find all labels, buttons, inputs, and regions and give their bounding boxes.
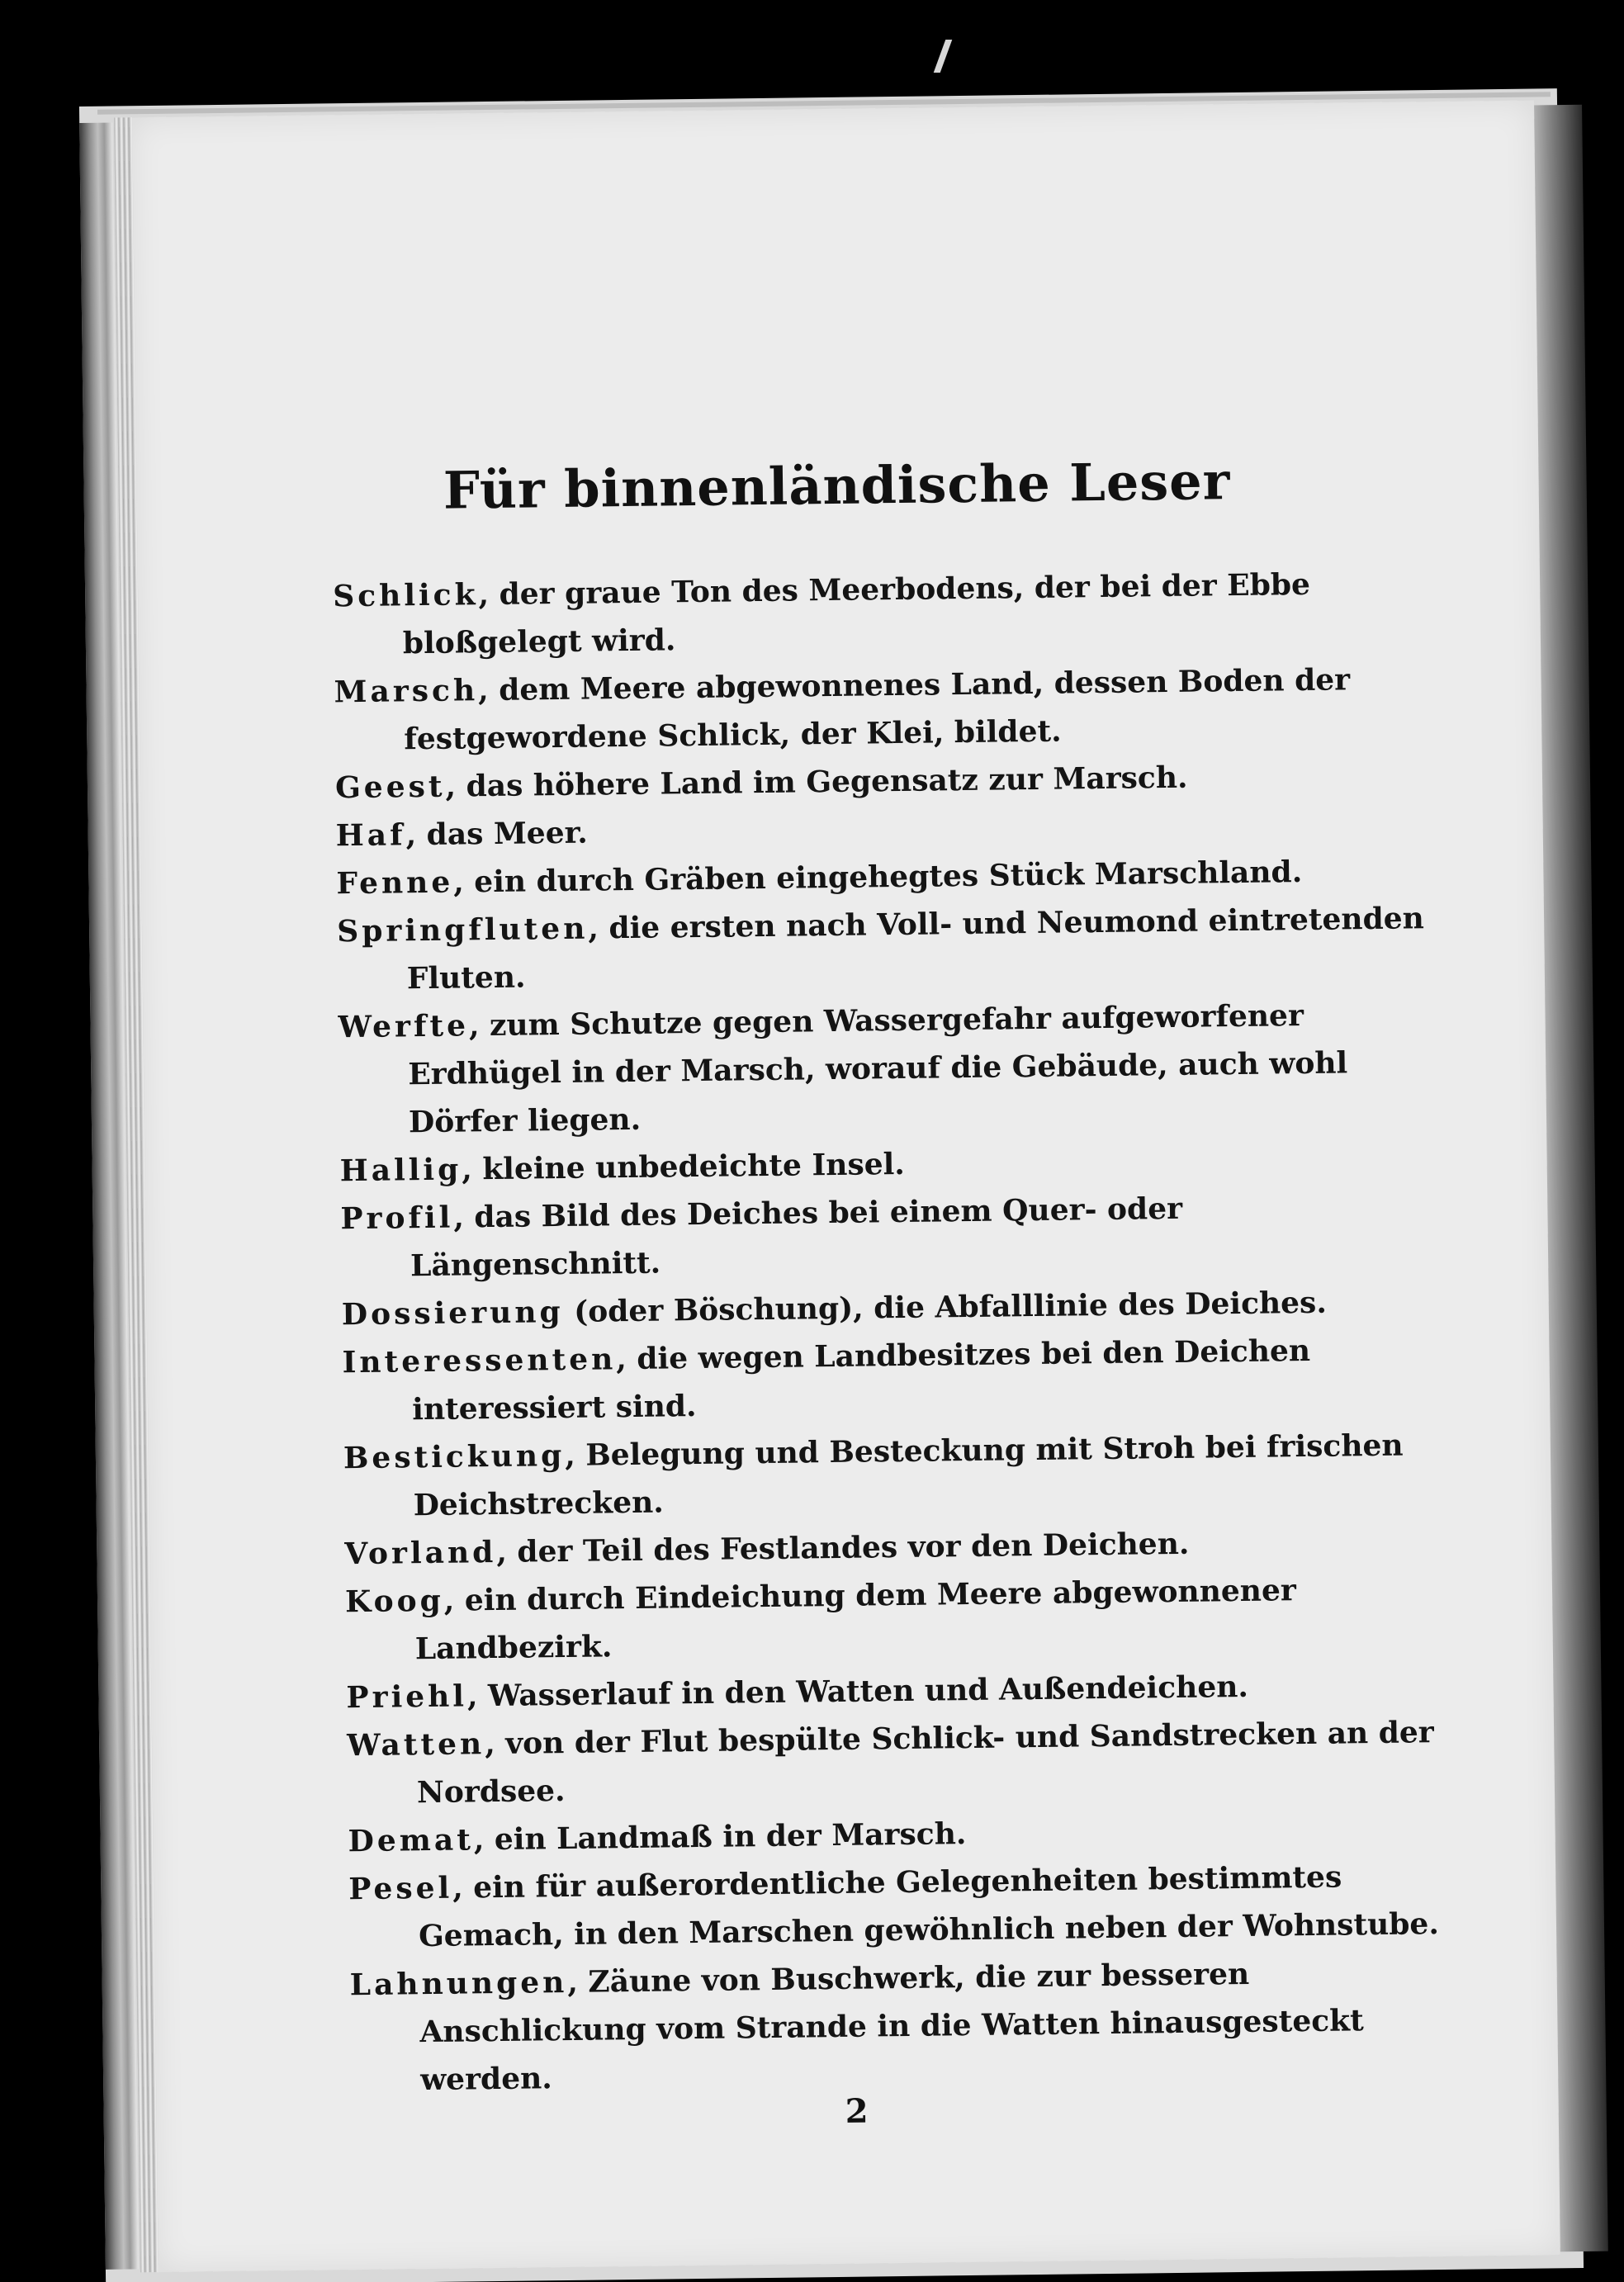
glossary-definition: , von der Flut bespülte Schlick- und Sandstrecken an der Nordsee.	[416, 1715, 1435, 1811]
glossary-term: Priehl	[346, 1678, 468, 1716]
glossary-entry	[347, 1708, 1437, 1817]
glossary-term: Demat	[348, 1822, 475, 1859]
glossary-term: Watten	[346, 1726, 485, 1764]
book-page	[130, 101, 1560, 2273]
scan-artifact-mark	[934, 40, 953, 73]
glossary-definition: , die wegen Landbesitzes bei den Deichen interessiert sind.	[411, 1333, 1311, 1427]
glossary-definition: , dem Meere abgewonnenes Land, dessen Boden der festgewordene Schlick, der Klei, bildet.	[404, 662, 1351, 757]
glossary-entry	[343, 1421, 1434, 1530]
glossary-term: Geest	[334, 769, 446, 806]
glossary-term: Hallig	[339, 1152, 462, 1189]
glossary-definition: , der graue Ton des Meerbodens, der bei der Ebbe bloßgelegt wird.	[402, 566, 1311, 661]
glossary-definition: , ein Landmaß in der Marsch.	[473, 1816, 967, 1858]
book	[79, 88, 1584, 2282]
glossary-entry	[334, 655, 1424, 764]
glossary-definition: , ein für außerordentliche Gelegenheiten bestimmtes Gemach, in den Marschen gewöhnlich neben der Wohnstube.	[418, 1859, 1440, 1954]
glossary-term: Vorland	[344, 1534, 497, 1572]
glossary-definition: , das Meer.	[405, 815, 589, 853]
glossary-definition: (oder Böschung), die Abfalllinie des Deiches.	[563, 1285, 1328, 1329]
glossary-term: Pesel	[348, 1870, 453, 1907]
glossary-entry	[337, 894, 1428, 1003]
glossary-definition: , der Teil des Festlandes vor den Deichen.	[496, 1526, 1190, 1569]
glossary-term: Schlick	[332, 577, 479, 614]
glossary-definition: , Belegung und Besteckung mit Stroh bei frischen Deichstrecken.	[413, 1427, 1404, 1523]
glossary-definition: , Zäune von Buschwerk, die zur besseren Anschlickung vom Strande in die Watten hinausgesteckt werden.	[419, 1956, 1364, 2098]
glossary-definition: , kleine unbedeichte Insel.	[461, 1146, 906, 1187]
glossary-entry	[340, 1181, 1431, 1290]
glossary-term: Lahnungen	[349, 1964, 568, 2003]
glossary-definition: , ein durch Eindeichung dem Meere abgewonnener Landbezirk.	[414, 1573, 1297, 1667]
glossary-definition: , das Bild des Deiches bei einem Quer- oder Längenschnitt.	[410, 1191, 1183, 1284]
glossary-definition: , die ersten nach Voll- und Neumond eintretenden Fluten.	[406, 901, 1425, 997]
glossary-entry	[348, 1852, 1439, 1961]
glossary-definition: , Wasserlauf in den Watten und Außendeichen.	[466, 1669, 1249, 1714]
glossary-definition: , zum Schutze gegen Wassergefahr aufgeworfener Erdhügel in der Marsch, worauf die Gebäude, auch wohl Dörfer liegen.	[408, 997, 1348, 1140]
glossary-definition: , ein durch Gräben eingehegtes Stück Marschland.	[452, 855, 1303, 900]
glossary-term: Springfluten	[336, 911, 589, 949]
glossary-definition: , das höhere Land im Gegensatz zur Marsch.	[445, 760, 1188, 804]
glossary-term: Haf	[335, 817, 406, 854]
glossary-term: Interessenten	[342, 1342, 617, 1380]
glossary-entry	[338, 990, 1429, 1147]
glossary-term: Koog	[344, 1583, 445, 1620]
glossary-term: Fenne	[336, 864, 454, 902]
glossary-entry	[333, 559, 1423, 668]
page-top-edge	[97, 92, 1551, 115]
page-number: 2	[845, 2091, 869, 2131]
glossary-term: Marsch	[334, 673, 479, 710]
glossary-entry	[342, 1325, 1432, 1434]
glossary-term: Dossierung	[341, 1294, 564, 1333]
glossary-entry	[349, 1948, 1441, 2104]
glossary-term: Profil	[340, 1200, 454, 1237]
page-title: Für binnenländische Leser	[443, 450, 1231, 521]
glossary-term: Bestickung	[343, 1437, 566, 1476]
glossary-term: Werfte	[338, 1008, 470, 1045]
glossary-entry	[345, 1565, 1436, 1674]
glossary-list	[333, 559, 1442, 2104]
